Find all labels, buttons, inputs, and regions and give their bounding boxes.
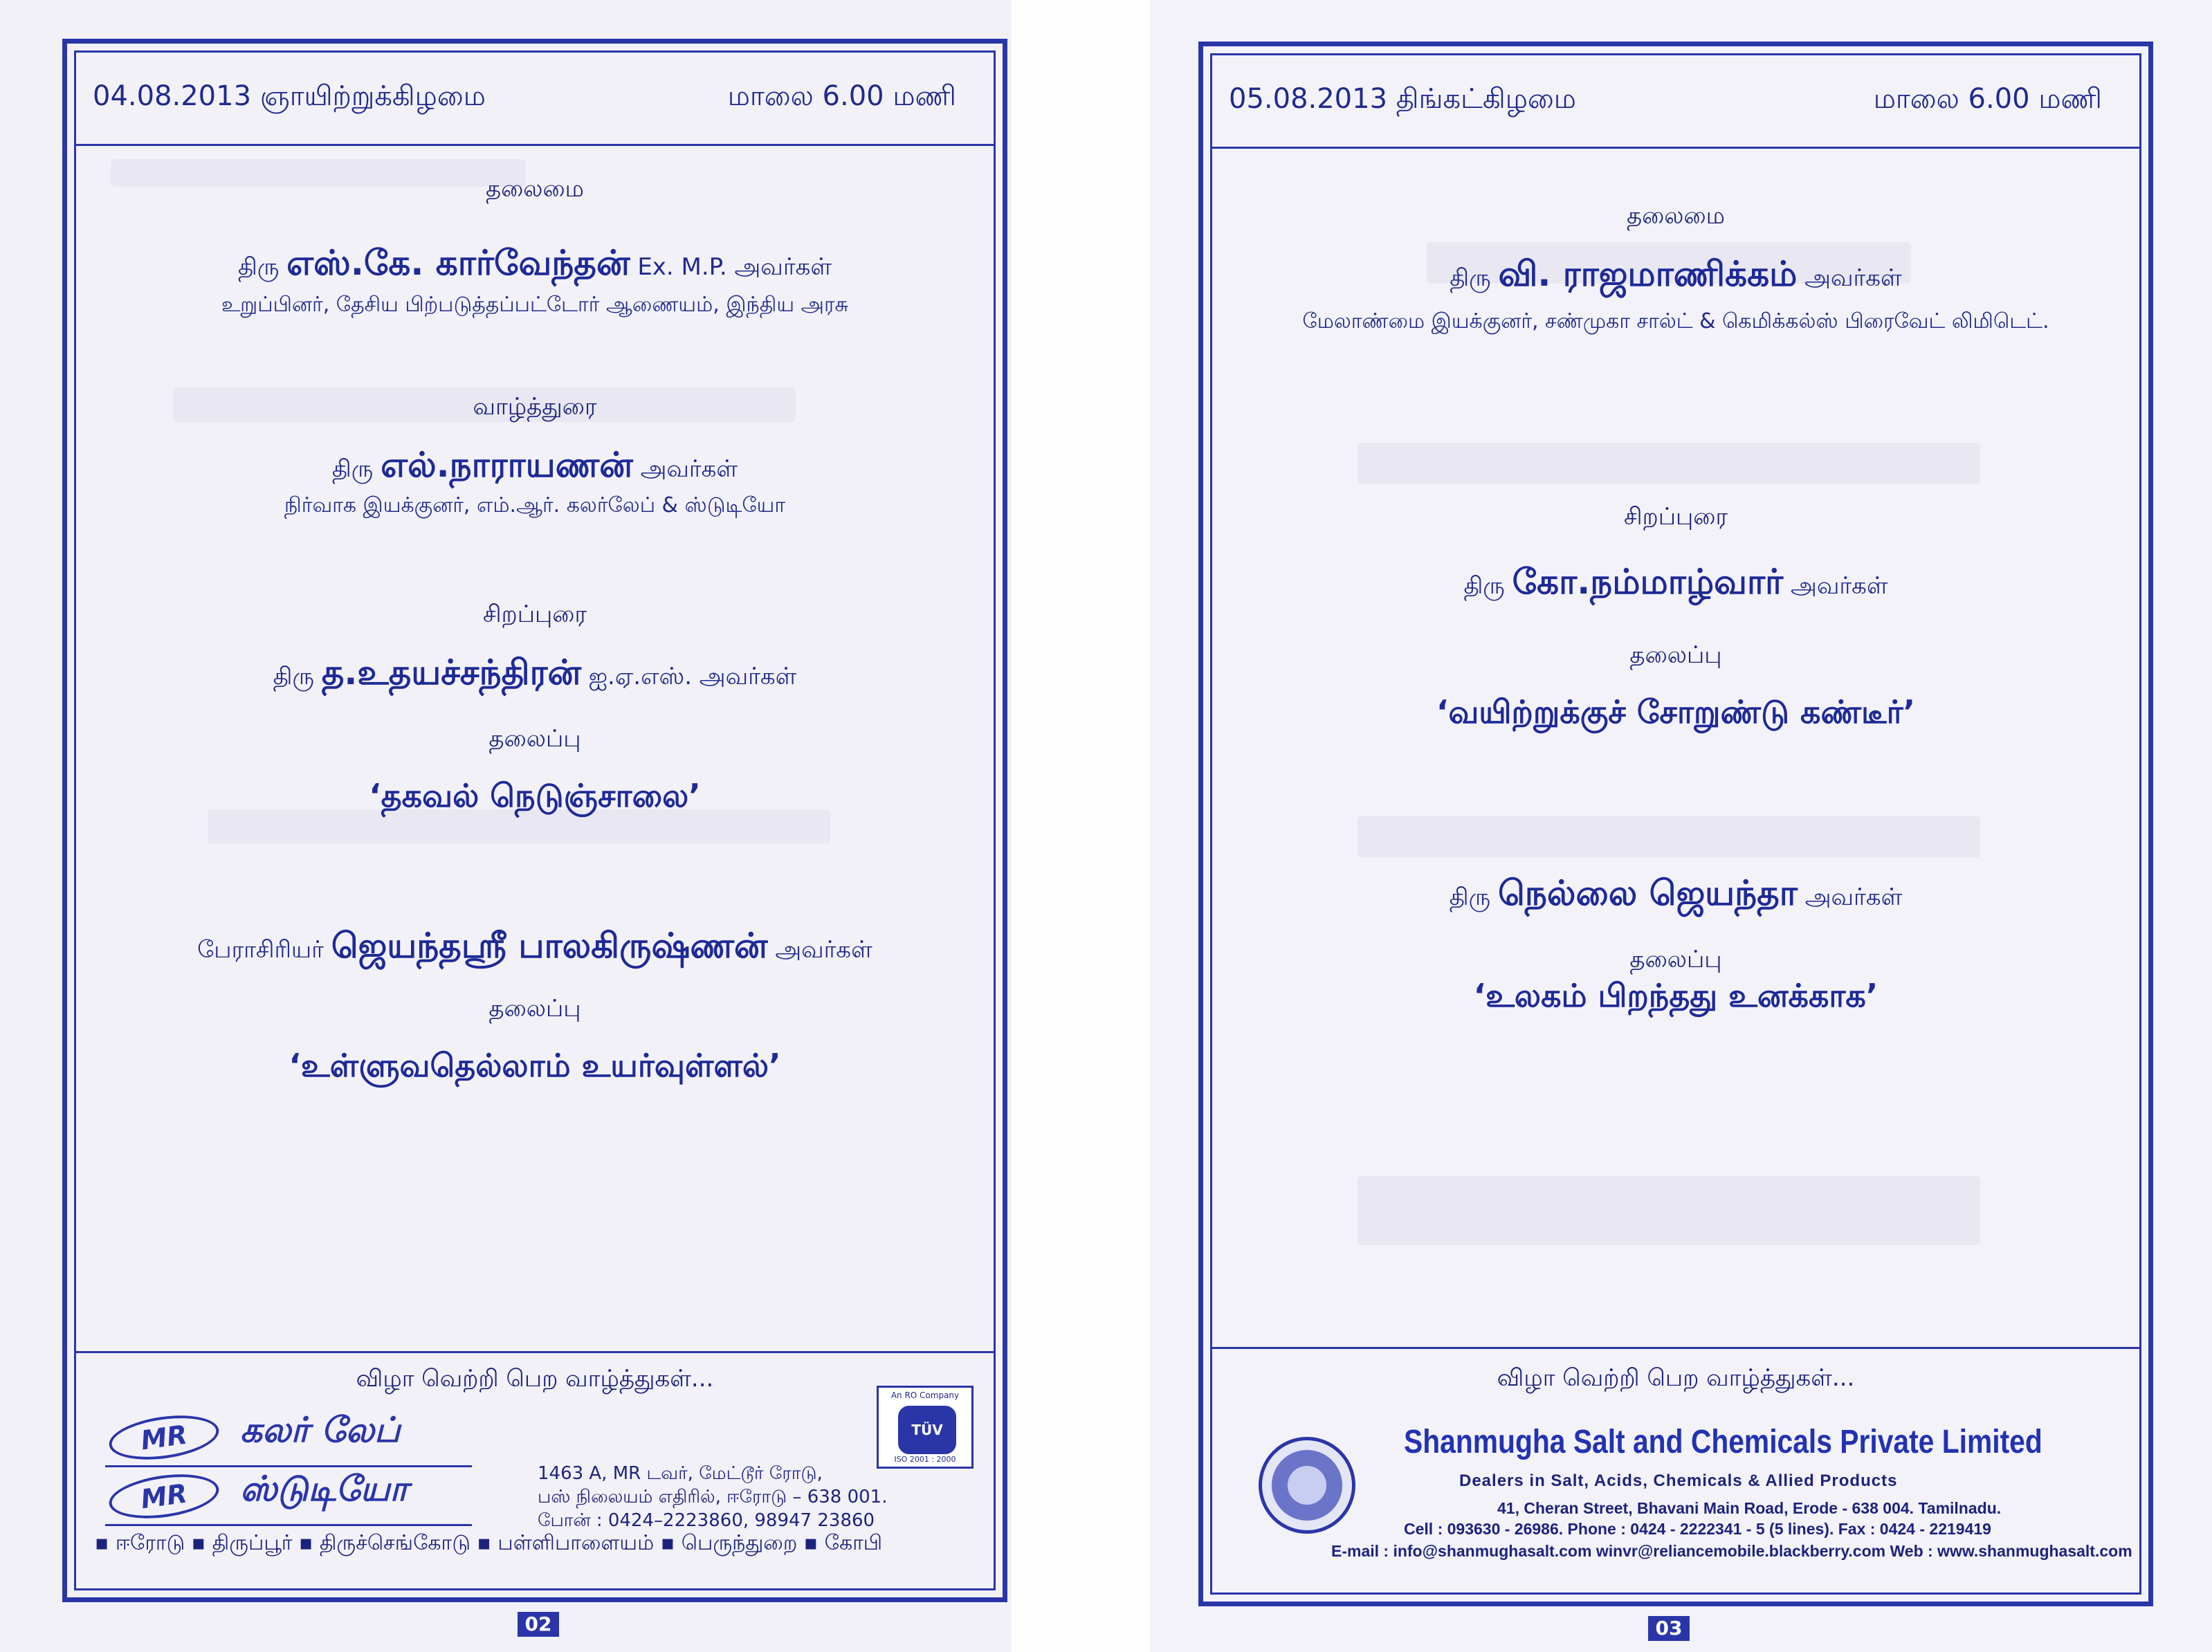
page-number: 02 xyxy=(518,1612,559,1637)
topic1: ‘தகவல் நெடுஞ்சாலை’ xyxy=(369,777,701,814)
page-left xyxy=(0,0,1012,1652)
company-logo-icon xyxy=(1259,1437,1355,1534)
iso-caption: ISO 2001 : 2000 xyxy=(894,1455,956,1464)
studio-address xyxy=(538,1462,887,1532)
topic1-label: தலைப்பு xyxy=(488,725,581,753)
honorific: திரு xyxy=(1449,883,1491,911)
greeting-label: வாழ்த்துரை xyxy=(473,393,597,421)
header-bar xyxy=(1212,55,2139,149)
wishes-text: விழா வெற்றி பெற வாழ்த்துகள்... xyxy=(1497,1364,1855,1392)
chair-line xyxy=(1203,254,2148,299)
chair-name: எஸ்.கே. கார்வேந்தன் xyxy=(286,243,630,283)
topic1-label: தலைப்பு xyxy=(1629,641,1722,669)
page-frame xyxy=(62,39,1007,1602)
honorific: திரு xyxy=(331,455,374,483)
special1-suffix: அவர்கள் xyxy=(1791,572,1888,600)
topic2-label: தலைப்பு xyxy=(1629,946,1722,973)
company-address: 41, Cheran Street, Bhavani Main Road, Erode - 638 004. Tamilnadu. xyxy=(1497,1499,2002,1517)
special1-suffix: ஐ.ஏ.எஸ். அவர்கள் xyxy=(588,663,797,690)
chair-name: வி. ராஜமாணிக்கம் xyxy=(1498,254,1798,294)
special1-line xyxy=(67,652,1003,697)
chair-label: தலைமை xyxy=(485,175,585,203)
chair-label: தலைமை xyxy=(1626,202,1726,230)
page-frame xyxy=(1198,42,2153,1606)
chair-description: உறுப்பினர், தேசிய பிற்படுத்தப்பட்டோர் ஆணையம், இந்திய அரசு xyxy=(221,293,849,317)
chair-suffix: Ex. M.P. அவர்கள் xyxy=(637,253,832,281)
header-bar xyxy=(76,53,994,146)
branch-list: ▪ ஈரோடு ▪ திருப்பூர் ▪ திருச்செங்கோடு ▪ பள்ளிபாளையம் ▪ பெருந்துறை ▪ கோபி xyxy=(95,1531,883,1555)
special-speech-label: சிறப்புரை xyxy=(482,600,587,628)
tuv-mark-icon xyxy=(898,1406,956,1454)
special1-name: கோ.நம்மாழ்வார் xyxy=(1512,562,1784,602)
brand-studio: ஸ்டுடியோ xyxy=(240,1469,408,1509)
honorific: திரு xyxy=(237,253,280,281)
tuv-iso-badge xyxy=(877,1386,974,1469)
wishes-text: விழா வெற்றி பெற வாழ்த்துகள்... xyxy=(356,1365,714,1393)
mr-logo: MR xyxy=(107,1468,222,1525)
page-right xyxy=(1150,0,2212,1652)
greeting-suffix: அவர்கள் xyxy=(640,455,738,483)
honorific: பேராசிரியர் xyxy=(197,936,324,964)
page-number: 03 xyxy=(1648,1616,1690,1641)
brand-color-lab: கலர் லேப் xyxy=(240,1410,401,1450)
special2-suffix: அவர்கள் xyxy=(775,936,872,964)
honorific: திரு xyxy=(1463,572,1505,600)
special2-name: நெல்லை ஜெயந்தா xyxy=(1497,873,1798,913)
chair-line xyxy=(67,243,1003,288)
honorific: திரு xyxy=(273,663,315,690)
brand-underline xyxy=(105,1524,472,1526)
brand-underline xyxy=(105,1465,472,1467)
phone-line: போன் : 0424–2223860, 98947 23860 xyxy=(538,1510,875,1531)
event-date: 04.08.2013 ஞாயிற்றுக்கிழமை xyxy=(93,80,486,112)
chair-description: மேலாண்மை இயக்குனர், சண்முகா சால்ட் & கெமிக்கல்ஸ் பிரைவேட் லிமிடெட். xyxy=(1302,309,2049,333)
tuv-caption: An RO Company xyxy=(890,1391,960,1400)
company-name: Shanmugha Salt and Chemicals Private Limited xyxy=(1404,1424,2042,1460)
footer-divider xyxy=(1212,1347,2139,1349)
tuv-mark-text: TÜV xyxy=(911,1422,943,1438)
event-time: மாலை 6.00 மணி xyxy=(1873,83,2102,115)
event-time: மாலை 6.00 மணி xyxy=(727,80,956,112)
special-speech-label: சிறப்புரை xyxy=(1623,503,1728,531)
greeting-line xyxy=(67,445,1003,490)
footer-divider xyxy=(76,1351,994,1353)
company-tagline: Dealers in Salt, Acids, Chemicals & Allied Products xyxy=(1459,1471,1898,1490)
special2-name: ஜெயந்தஸ்ரீ பாலகிருஷ்ணன் xyxy=(331,926,768,966)
mr-logo: MR xyxy=(107,1409,222,1466)
event-date: 05.08.2013 திங்கட்கிழமை xyxy=(1229,83,1576,115)
company-phone: Cell : 093630 - 26986. Phone : 0424 - 2222341 - 5 (5 lines). Fax : 0424 - 2219419 xyxy=(1404,1520,1991,1538)
special1-name: த.உதயச்சந்திரன் xyxy=(321,652,581,692)
special2-line xyxy=(67,926,1003,971)
address-line: 1463 A, MR டவர், மேட்டூர் ரோடு, xyxy=(538,1463,823,1484)
special2-suffix: அவர்கள் xyxy=(1804,883,1903,911)
page-gutter xyxy=(1012,0,1150,1652)
topic2-label: தலைப்பு xyxy=(488,995,581,1022)
topic1: ‘வயிற்றுக்குச் சோறுண்டு கண்டீர்’ xyxy=(1436,693,1916,731)
topic2: ‘உலகம் பிறந்தது உனக்காக’ xyxy=(1473,977,1879,1014)
address-line: பஸ் நிலையம் எதிரில், ஈரோடு – 638 001. xyxy=(538,1487,888,1507)
company-email: E-mail : info@shanmughasalt.com winvr@reliancemobile.blackberry.com Web : www.shanmughasalt.com xyxy=(1331,1542,2132,1560)
honorific: திரு xyxy=(1450,264,1491,292)
topic2: ‘உள்ளுவதெல்லாம் உயர்வுள்ளல்’ xyxy=(289,1047,781,1084)
chair-suffix: அவர்கள் xyxy=(1804,264,1902,292)
special2-line xyxy=(1203,873,2148,918)
special1-line xyxy=(1203,562,2148,607)
greeting-name: எல்.நாராயணன் xyxy=(381,445,633,485)
greeting-description: நிர்வாக இயக்குனர், எம்.ஆர். கலர்லேப் & ஸ்டுடியோ xyxy=(284,493,786,517)
